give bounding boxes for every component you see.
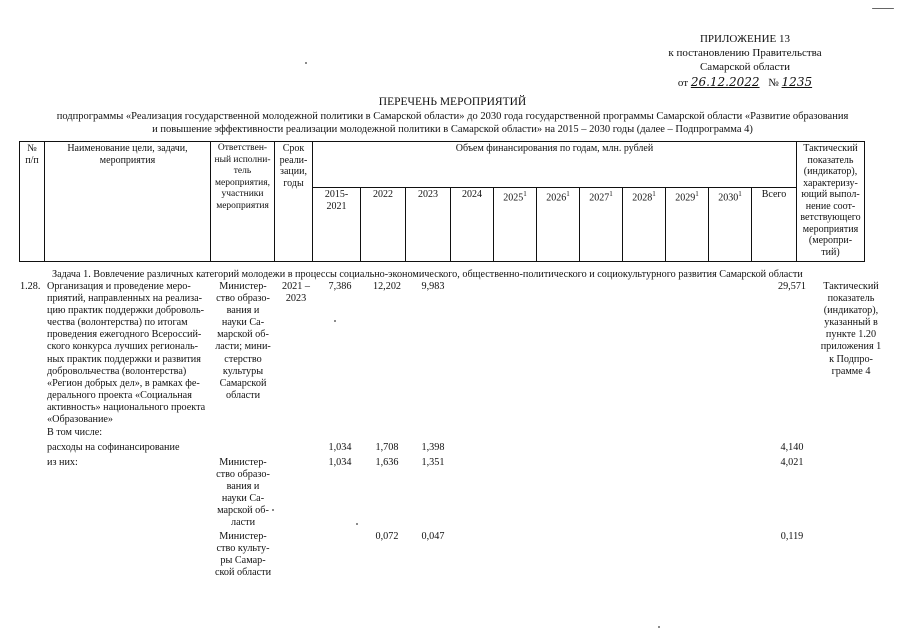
ofthem-value-2023: 1,351 [421, 457, 445, 468]
culture-value-total: 0,119 [780, 531, 804, 542]
ofthem-value-2022: 1,636 [375, 457, 399, 468]
ofthem-value-2015-2021: 1,034 [328, 457, 352, 468]
header-year-2025: 2025$^1$ [494, 188, 537, 262]
ofthem-responsible: Министер- ство образо- вания и науки Са- марской об- ласти [216, 457, 270, 529]
header-financing: Объем финансирования по годам, млн. рублей [313, 142, 797, 188]
appendix-region: Самарской области [699, 61, 791, 73]
appendix-date-line [640, 75, 850, 90]
number-prefix: № [768, 77, 779, 89]
header-name: Наименование цели, задачи, мероприятия [45, 142, 211, 262]
header-year-2024: 2024 [451, 188, 494, 262]
culture-value-2022: 0,072 [375, 531, 399, 542]
measure-term: 2021 – 2023 [281, 281, 310, 305]
header-year-2029: 2029$^1$ [666, 188, 709, 262]
cofin-value-2015-2021: 1,034 [328, 442, 352, 453]
value-total: 29,571 [777, 281, 806, 292]
header-year-2027: 2027$^1$ [580, 188, 623, 262]
appendix-block [640, 32, 850, 90]
value-2023: 9,983 [421, 281, 445, 292]
handwritten-number: 1235 [781, 75, 813, 89]
including-label: В том числе: [47, 427, 103, 438]
measure-name: Организация и проведение меро- приятий, направленных на реализа- цию практик поддержки доброволь- чества (волонтерства) по итогам проведения ежегодного Всероссий- ского конкурса лучших региональ- ных практик поддержки и развития добровольчества (волонтерства) «Регион добрых дел», в рамках фе- дерального проекта «Социальная активность» национального проекта «Образование» [47, 281, 206, 426]
handwritten-date: 26.12.2022 [690, 75, 760, 89]
culture-value-2023: 0,047 [421, 531, 445, 542]
header-indicator: Тактический показатель (индикатор), характеризу- ющий выпол- нение соот- ветствующего мероприятия (меропри- тий) [797, 142, 865, 262]
task-line: Задача 1. Вовлечение различных категорий молодежи в процессы социально-экономического, общественно-политического и социокультурного развития Самарской области [52, 269, 803, 280]
header-year-2030: 2030$^1$ [709, 188, 752, 262]
date-prefix: от [677, 77, 689, 89]
subtitle-line-2: и повышение эффективности реализации молодежной политики в Самарской области» на 2015 – 2030 годы (далее – Подпрограмма 4) [152, 124, 753, 135]
subtitle-line-1: подпрограммы «Реализация государственной молодежной политики в Самарской области» до 2030 года государственной программы Самарской области «Развитие образования [56, 111, 849, 122]
header-year-2022: 2022 [361, 188, 406, 262]
appendix-title: ПРИЛОЖЕНИЕ 13 [699, 33, 791, 45]
scan-speck [305, 62, 307, 64]
scan-speck [334, 320, 336, 322]
cofin-value-2022: 1,708 [375, 442, 399, 453]
header-num: № п/п [20, 142, 45, 262]
document-title: ПЕРЕЧЕНЬ МЕРОПРИЯТИЙ [378, 96, 527, 108]
scan-speck [356, 523, 358, 525]
ofthem-label: из них: [47, 457, 78, 468]
appendix-decree: к постановлению Правительства [668, 47, 822, 59]
measure-responsible: Министер- ство образо- вания и науки Са- марской об- ласти; мини- стерство культуры Самарской области [215, 281, 271, 401]
value-2015-2021: 7,386 [328, 281, 352, 292]
header-total: Всего [752, 188, 797, 262]
header-responsible: Ответствен- ный исполни- тель мероприятия, участники мероприятия [211, 142, 275, 262]
document-heading [0, 96, 905, 136]
value-2022: 12,202 [372, 281, 401, 292]
header-year-2026: 2026$^1$ [537, 188, 580, 262]
cofin-value-total: 4,140 [780, 442, 804, 453]
header-year-2023: 2023 [406, 188, 451, 262]
cofin-value-2023: 1,398 [421, 442, 445, 453]
scan-speck [272, 509, 274, 511]
ofthem-value-total: 4,021 [780, 457, 804, 468]
header-year-2028: 2028$^1$ [623, 188, 666, 262]
cofinancing-label: расходы на софинансирование [47, 442, 180, 453]
header-year-2015-2021: 2015- 2021 [313, 188, 361, 262]
culture-responsible: Министер- ство культу- ры Самар- ской области [214, 531, 272, 579]
row-number: 1.28. [20, 281, 41, 292]
scan-edge-mark [872, 8, 894, 9]
measures-table-header [19, 141, 865, 262]
header-term: Срок реали- зации, годы [275, 142, 313, 262]
measure-indicator: Тактический показатель (индикатор), указанный в пункте 1.20 приложения 1 к Подпро- грамме 4 [820, 281, 882, 377]
scan-speck [658, 626, 660, 628]
